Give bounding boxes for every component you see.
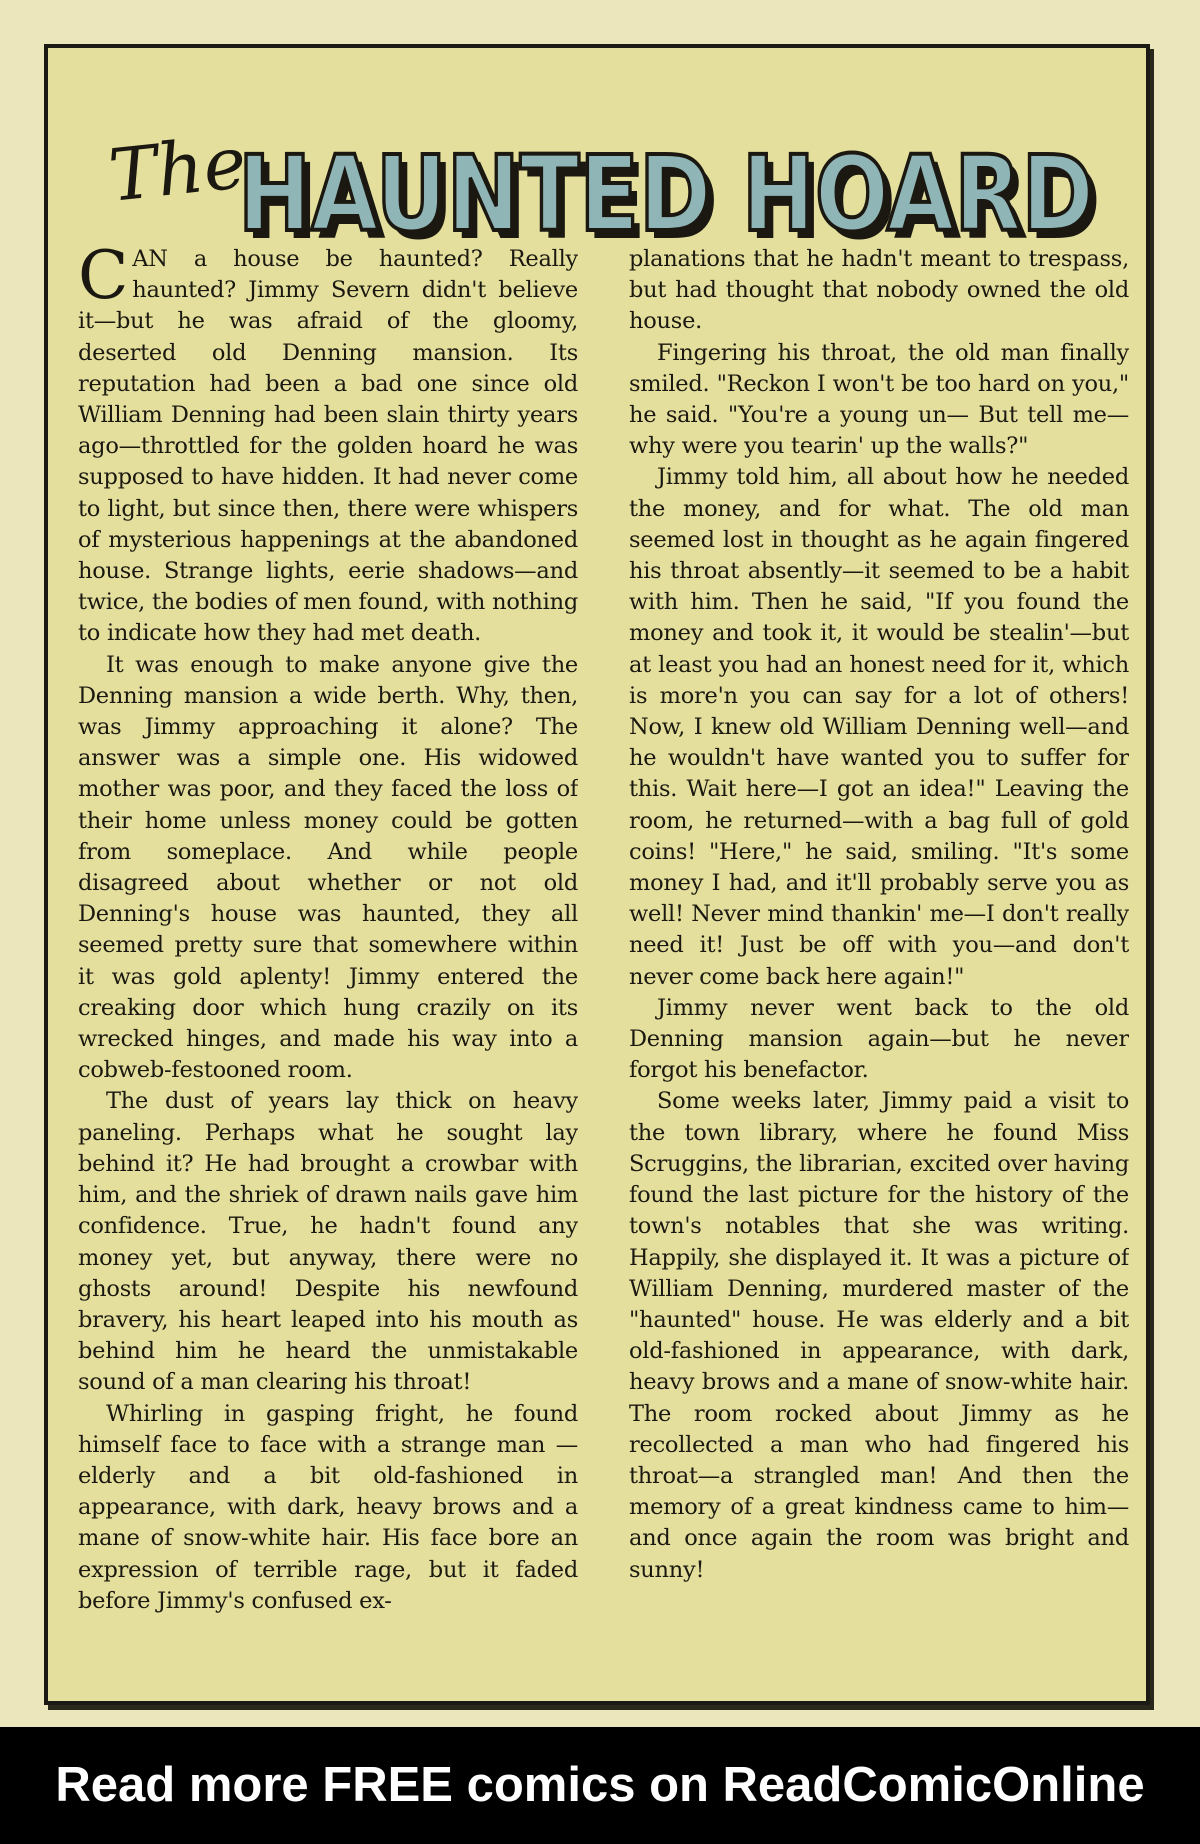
drop-cap: C xyxy=(78,244,129,314)
left-column xyxy=(78,244,578,1684)
paragraph-9: Some weeks later, Jimmy paid a visit to the town library, where he found Miss Scruggins, the librarian, excited over having found the last picture for the history of the town's notables that she was writing. Happily, she displayed it. It was a picture of William Denning, murdered master of the "haunted" house. He was elderly and a bit old-fashioned in appearance, with dark, heavy brows and a mane of snow-white hair. The room rocked about Jimmy as he recollected a man who had fingered his throat—a strangled man! And then the memory of a great kindness came to him—and once again the room was bright and sunny! xyxy=(629,1088,1129,1583)
paragraph-2: It was enough to make anyone give the Denning mansion a wide berth. Why, then, was Jimmy approaching it alone? The answer was a simple one. His widowed mother was poor, and they faced the loss of their home unless money could be gotten from someplace. And while people disagreed about whether or not old Denning's house was haunted, they all seemed pretty sure that somewhere within it was gold aplenty! Jimmy entered the creaking door which hung crazily on its wrecked hinges, and made his way into a cobweb-festooned room. xyxy=(78,651,578,1084)
paragraph-8: Jimmy never went back to the old Denning mansion again—but he never forgot his benefactor. xyxy=(629,994,1129,1084)
story-title xyxy=(48,80,1154,270)
paragraph-7: Jimmy told him, all about how he needed the money, and for what. The old man seemed lost in thought as he again fingered his throat absently—it seemed to be a habit with him. Then he said, "If you found the money and took it, it would be stealin'—but at least you had an honest need for it, which is more'n you can say for a lot of others! Now, I knew old William Denning well—and he wouldn't have wanted you to suffer for this. Wait here—I got an idea!" Leaving the room, he returned—with a bag full of gold coins! "Here," he said, smiling. "It's some money I had, and it'll probably serve you as well! Never mind thankin' me—I don't really need it! Just be off with you—and don't never come back here again!" xyxy=(629,464,1129,990)
paragraph-4: Whirling in gasping fright, he found himself face to face with a strange man —elderly and a bit old-fashioned in appearance, with dark, heavy brows and a mane of snow-white hair. His face bore an expression of terrible rage, but it faded before Jimmy's confused ex- xyxy=(78,1400,578,1614)
title-prefix: The xyxy=(105,119,251,218)
right-column xyxy=(629,244,1129,1684)
paragraph-1-text: AN a house be haunted? Really haunted? Jimmy Severn didn't believe it—but he was afraid of the gloomy, deserted old Denning mansion. Its reputation had been a bad one since old William Denning had been slain thirty years ago—throttled for the golden hoard he was supposed to have hidden. It had never come to light, but since then, there were whispers of mysterious happenings at the abandoned house. Strange lights, eerie shadows—and twice, the bodies of men found, with nothing to indicate how they had met death. xyxy=(78,246,578,647)
paragraph-3: The dust of years lay thick on heavy paneling. Perhaps what he sought lay behind it? He had brought a crowbar with him, and the shriek of drawn nails gave him confidence. True, he hadn't found any money yet, but anyway, there were no ghosts around! Despite his newfound bravery, his heart leaped into his mouth as behind him he heard the unmistakable sound of a man clearing his throat! xyxy=(78,1088,578,1396)
promo-banner[interactable]: Read more FREE comics on ReadComicOnline xyxy=(0,1727,1200,1844)
paragraph-1 xyxy=(78,244,578,650)
title-main: HAUNTED HOARD xyxy=(238,133,1094,255)
paragraph-6: Fingering his throat, the old man finally smiled. "Reckon I won't be too hard on you," he said. "You're a young un— But tell me—why were you tearin' up the walls?" xyxy=(629,339,1129,460)
title-lettering xyxy=(48,80,1154,270)
title-main-shadow: HAUNTED HOARD xyxy=(245,141,1101,263)
story-panel xyxy=(44,44,1150,1705)
paragraph-5: planations that he hadn't meant to trespass, but had thought that nobody owned the old house. xyxy=(629,246,1129,335)
